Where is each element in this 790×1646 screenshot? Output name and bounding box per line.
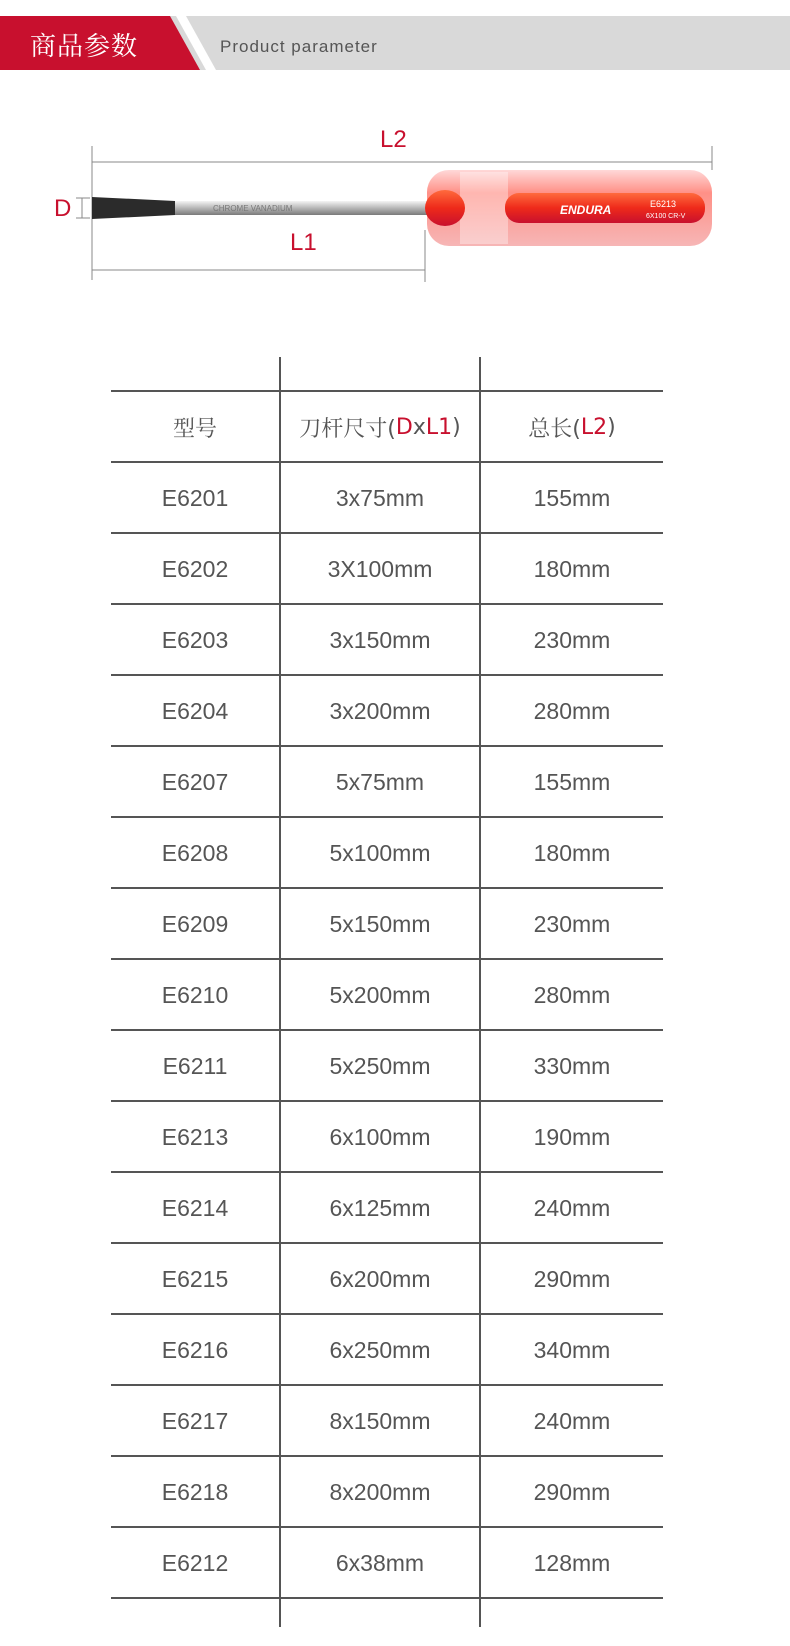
section-title: 商品参数: [30, 32, 139, 62]
table-row-divider: [111, 390, 663, 392]
cell-model: E6214: [161, 1195, 229, 1221]
handle-spec: 6X100 CR-V: [646, 213, 686, 220]
header-total-l2: L2: [580, 415, 608, 440]
cell-model: E6201: [161, 485, 229, 511]
cell-total-length: 230mm: [533, 911, 611, 937]
header-total-suffix: ): [607, 415, 616, 440]
cell-model: E6209: [161, 911, 229, 937]
parameter-table: [111, 357, 663, 1627]
cell-blade-size: 8x150mm: [329, 1408, 431, 1434]
cell-model: E6217: [161, 1408, 229, 1434]
cell-total-length: 240mm: [533, 1195, 611, 1221]
cell-blade-size: 3x75mm: [335, 485, 425, 511]
cell-model: E6213: [161, 1124, 229, 1150]
cell-blade-size: 6x200mm: [329, 1266, 431, 1292]
cell-model: E6218: [161, 1479, 229, 1505]
handle-model: E6213: [650, 199, 677, 209]
cell-model: E6203: [161, 627, 229, 653]
header-blade-x: x: [412, 415, 426, 440]
cell-blade-size: 3X100mm: [327, 556, 433, 582]
header-blade-prefix: 刀杆尺寸(: [299, 417, 396, 442]
screwdriver-dimension-diagram: [0, 110, 790, 310]
cell-blade-size: 6x250mm: [329, 1337, 431, 1363]
handle-brand: ENDURA: [560, 203, 612, 217]
section-subtitle: Product parameter: [220, 37, 378, 56]
shaft-engraving: CHROME VANADIUM: [213, 204, 293, 213]
header-blade-size: [281, 392, 479, 463]
l2-label: L2: [380, 126, 407, 153]
cell-blade-size: 6x38mm: [335, 1550, 425, 1576]
header-blade-suffix: ): [452, 415, 461, 440]
cell-model: E6210: [161, 982, 229, 1008]
cell-model: E6208: [161, 840, 229, 866]
cell-blade-size: 5x100mm: [329, 840, 431, 866]
cell-model: E6204: [161, 698, 229, 724]
header-model: 型号: [172, 417, 217, 442]
cell-blade-size: 3x150mm: [329, 627, 431, 653]
d-label: D: [54, 195, 72, 222]
cell-blade-size: 6x125mm: [329, 1195, 431, 1221]
cell-blade-size: 5x200mm: [329, 982, 431, 1008]
l1-label: L1: [290, 229, 317, 256]
header-total-length: [481, 392, 663, 463]
cell-total-length: 330mm: [533, 1053, 611, 1079]
cell-total-length: 180mm: [533, 840, 611, 866]
cell-model: E6215: [161, 1266, 229, 1292]
cell-model: E6212: [161, 1550, 229, 1576]
cell-total-length: 190mm: [533, 1124, 611, 1150]
cell-blade-size: 5x150mm: [329, 911, 431, 937]
cell-total-length: 280mm: [533, 982, 611, 1008]
cell-total-length: 340mm: [533, 1337, 611, 1363]
screwdriver-blade: [92, 197, 175, 219]
header-total-prefix: 总长(: [528, 417, 581, 442]
cell-total-length: 290mm: [533, 1266, 611, 1292]
header-blade-l1: L1: [425, 415, 453, 440]
cell-blade-size: 5x250mm: [329, 1053, 431, 1079]
cell-total-length: 230mm: [533, 627, 611, 653]
cell-total-length: 180mm: [533, 556, 611, 582]
cell-model: E6216: [161, 1337, 229, 1363]
cell-total-length: 290mm: [533, 1479, 611, 1505]
handle-front-core: [425, 190, 465, 226]
cell-total-length: 280mm: [533, 698, 611, 724]
cell-total-length: 240mm: [533, 1408, 611, 1434]
cell-model: E6207: [161, 769, 229, 795]
header-blade-d: D: [395, 415, 413, 440]
cell-model: E6202: [161, 556, 229, 582]
cell-blade-size: 8x200mm: [329, 1479, 431, 1505]
cell-model: E6211: [162, 1053, 228, 1079]
cell-total-length: 155mm: [533, 769, 611, 795]
cell-blade-size: 3x200mm: [329, 698, 431, 724]
section-header-banner: [0, 16, 790, 70]
cell-total-length: 155mm: [533, 485, 611, 511]
cell-total-length: 128mm: [533, 1550, 611, 1576]
handle-ribbing: [460, 172, 508, 244]
cell-blade-size: 5x75mm: [335, 769, 425, 795]
screwdriver-illustration: [0, 110, 790, 310]
cell-blade-size: 6x100mm: [329, 1124, 431, 1150]
